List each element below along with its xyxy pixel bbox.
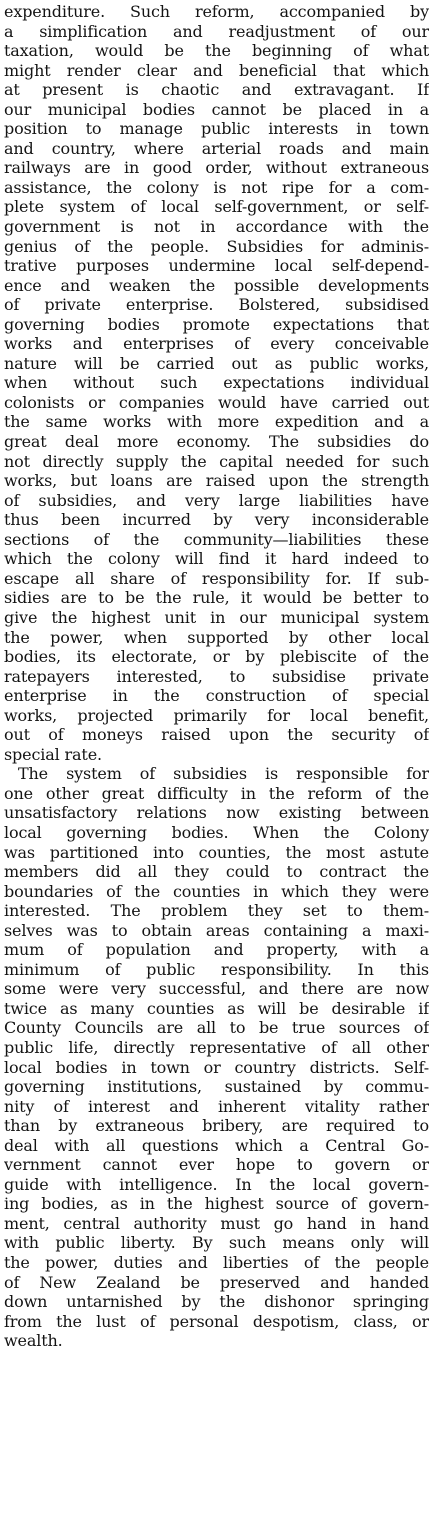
text-line: guide with intelligence. In the local govern- [4,1174,429,1194]
text-line: of private enterprise. Bolstered, subsidised [4,295,429,315]
text-line: than by extraneous bribery, are required to [4,1116,429,1136]
text-line: ment, central authority must go hand in hand [4,1213,429,1233]
text-line: ence and weaken the possible developments [4,275,429,295]
text-line: the power, when supported by other local [4,627,429,647]
text-line: not directly supply the capital needed for such [4,451,429,471]
text-line: twice as many counties as will be desirable if [4,998,429,1018]
text-line: the power, duties and liberties of the people [4,1253,429,1272]
text-line: great deal more economy. The subsidies do [4,432,429,452]
text-line: governing bodies promote expectations that [4,314,429,334]
text-line: and country, where arterial roads and main [4,138,429,158]
text-line: deal with all questions which a Central Go- [4,1135,429,1155]
text-line: mum of population and property, with a [4,940,429,960]
text-line: selves was to obtain areas containing a maxi- [4,920,429,940]
paragraph-1 [4,2,429,764]
text-line: sections of the community—liabilities these [4,529,429,549]
text-line: our municipal bodies cannot be placed in a [4,99,429,119]
text-line: minimum of public responsibility. In this [4,959,429,979]
text-line: the same works with more expedition and a [4,412,429,432]
text-line: County Councils are all to be true sources of [4,1018,429,1038]
text-line: give the highest unit in our municipal system [4,607,429,627]
text-line: genius of the people. Subsidies for adminis- [4,236,429,256]
text-line: colonists or companies would have carried out [4,392,429,412]
text-line: bodies, its electorate, or by plebiscite of the [4,647,429,667]
text-line: expenditure. Such reform, accompanied by [4,2,429,21]
text-line: when without such expectations individual [4,373,429,393]
text-line: local bodies in town or country districts. Self- [4,1057,429,1077]
text-line: which the colony will find it hard indeed to [4,549,429,569]
text-line: wealth. [4,1331,63,1351]
text-line: works, but loans are raised upon the strength [4,471,429,491]
text-line: railways are in good order, without extraneous [4,158,429,178]
text-line: might render clear and beneficial that which [4,60,429,80]
text-line: governing institutions, sustained by commu- [4,1077,429,1097]
text-line: was partitioned into counties, the most astute [4,842,429,862]
text-line: vernment cannot ever hope to govern or [4,1155,429,1175]
text-line: government is not in accordance with the [4,217,429,237]
text-line: public life, directly representative of all other [4,1037,429,1057]
text-line: nature will be carried out as public works, [4,353,429,373]
text-line: works and enterprises of every conceivable [4,334,429,354]
text-line: with public liberty. By such means only will [4,1233,429,1253]
text-line: from the lust of personal despotism, class, or [4,1311,429,1331]
text-line: unsatisfactory relations now existing between [4,803,429,823]
text-line: assistance, the colony is not ripe for a com- [4,177,429,197]
text-line: one other great difficulty in the reform of the [4,783,429,803]
text-line: The system of subsidies is responsible for [18,764,429,784]
text-line: boundaries of the counties in which they were [4,881,429,901]
text-line: out of moneys raised upon the security of [4,725,429,745]
text-line: a simplification and readjustment of our [4,21,429,41]
text-line: works, projected primarily for local benefit, [4,705,429,725]
text-line: position to manage public interests in town [4,119,429,139]
text-line: escape all share of responsibility for. If sub- [4,568,429,588]
text-line: nity of interest and inherent vitality rather [4,1096,429,1116]
text-line: of New Zealand be preserved and handed [4,1272,429,1292]
text-line: trative purposes undermine local self-depend- [4,256,429,276]
text-line: at present is chaotic and extravagant. If [4,80,429,100]
text-line: special rate. [4,744,102,764]
text-line: ratepayers interested, to subsidise private [4,666,429,686]
text-line: thus been incurred by very inconsiderable [4,510,429,530]
text-line: enterprise in the construction of special [4,686,429,706]
text-line: ing bodies, as in the highest source of govern- [4,1194,429,1214]
text-line: some were very successful, and there are now [4,979,429,999]
text-line: sidies are to be the rule, it would be better to [4,588,429,608]
paragraph-2 [4,764,429,1350]
text-line: members did all they could to contract the [4,862,429,882]
text-line: interested. The problem they set to them- [4,901,429,921]
text-line: plete system of local self-government, or self- [4,197,429,217]
text-line: local governing bodies. When the Colony [4,822,429,842]
text-line: down untarnished by the dishonor springing [4,1292,429,1312]
text-line: of subsidies, and very large liabilities have [4,490,429,510]
text-line: taxation, would be the beginning of what [4,41,429,61]
